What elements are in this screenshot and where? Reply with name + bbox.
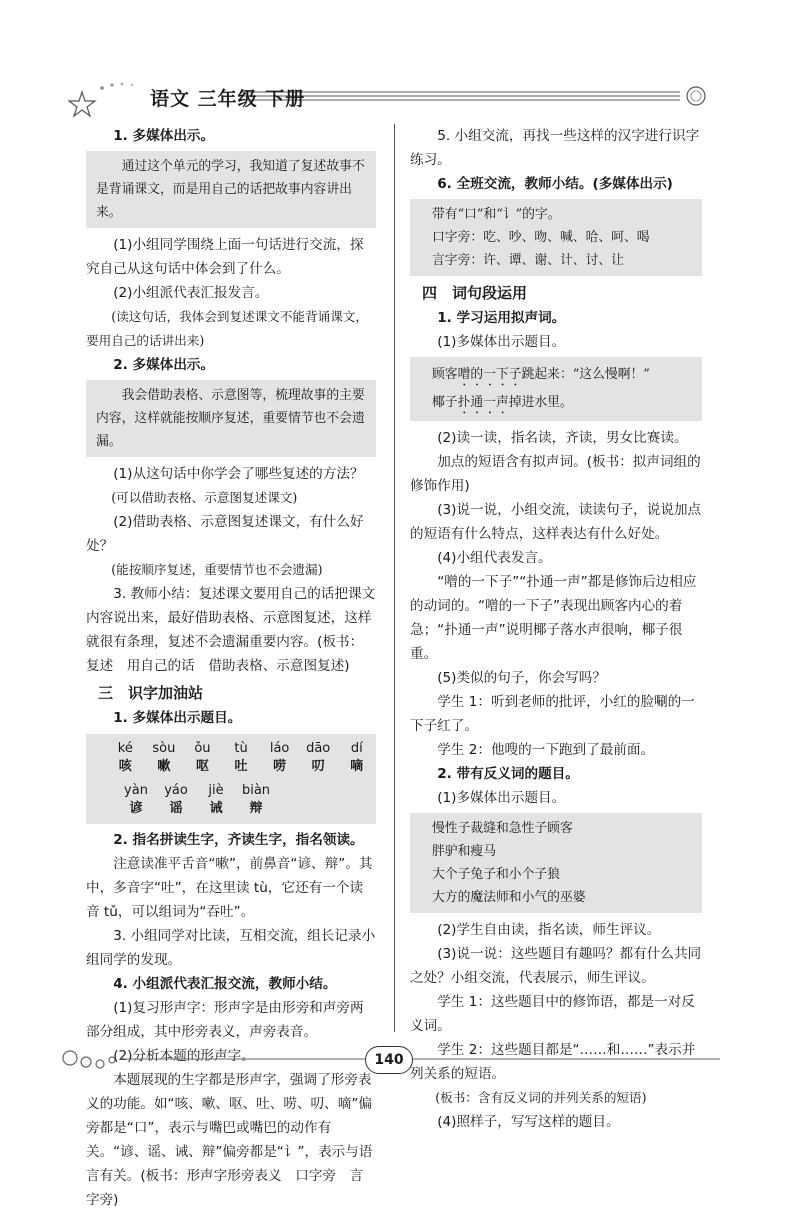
pinyin: ǒu [194,741,211,756]
step-2: 2. 指名拼读生字，齐读生字，指名领读。 [113,832,364,848]
text: (4)小组代表发言。 [437,550,552,566]
circle-ornament-icon [687,87,705,105]
text: 加点的短语含有拟声词。(板书：拟声词组的修饰作用) [410,454,701,494]
pinyin: yáo [164,783,188,798]
box-line: 椰子扑通一声掉进水里。 [432,395,573,410]
text: (3)说一说：这些题目有趣吗？都有什么共同之处？小组交流，代表展示，师生评议。 [410,946,702,986]
text: (1)多媒体出示题目。 [437,790,566,806]
text: (1)小组同学围绕上面一句话进行交流，探究自己从这句话中体会到了什么。 [86,237,364,277]
text: (1)从这句话中你学会了哪些复述的方法？ [113,466,364,482]
pinyin-cell [222,740,261,776]
pinyin-row-2 [116,782,376,818]
hanzi: 谣 [169,801,183,816]
box-line: 带有“口”和“讠”的字。 [432,207,561,222]
pinyin-cell [156,782,196,818]
step-5: 5. 小组交流，再找一些这样的汉字进行识字练习。 [410,128,700,168]
text: 注意读准平舌音“嗽”，前鼻音“谚、辩”。其中，多音字“吐”，在这里读 tù，它还有一个读音 tǔ，可以组词为“吞吐”。 [86,856,373,920]
hanzi: 咳 [118,759,132,774]
text: (2)小组派代表汇报发言。 [113,285,269,301]
pinyin-row-1 [106,740,376,776]
text: 学生 1：这些题目中的修饰语，都是一对反义词。 [410,994,695,1034]
quote-box-4 [410,357,702,421]
pinyin-cell [106,740,145,776]
step-1: 1. 学习运用拟声词。 [437,310,566,326]
pinyin: ké [117,741,133,756]
hanzi: 诫 [209,801,223,816]
box-line: 大个子兔子和小个子狼 [432,867,560,882]
text: 本题展现的生字都是形声字，强调了形旁表义的功能。如“咳、嗽、呕、吐、唠、叨、嘀”偏旁都是“口”，表示与嘴巴或嘴巴的动作有关。“谚、谣、诫、辩”偏旁都是“讠”，表示与语言有关。(板书：形声字形旁表义 口字旁 言字旁) [86,1072,373,1208]
pinyin: láo [269,741,290,756]
section-heading-3: 三 识字加油站 [98,684,204,702]
quote-box-3 [410,199,702,276]
hanzi: 嘀 [350,759,364,774]
pinyin: sòu [152,741,176,756]
page-number: 140 [365,1046,413,1074]
text: (2)分析本题的形声字。 [113,1048,255,1064]
book-title: 语文 三年级 下册 [150,88,306,110]
hanzi: 嗽 [157,759,171,774]
pinyin: jiè [208,783,224,798]
pinyin-cell [116,782,156,818]
step-2: 2. 多媒体出示。 [113,357,215,373]
page-footer [60,1040,740,1080]
text: “噌的一下子”“扑通一声”都是修饰后边相应的动词的。“噌的一下子”表现出顾客内心的着急；“扑通一声”说明椰子落水声很响，椰子很重。 [410,574,697,662]
text: (1)复习形声字：形声字是由形旁和声旁两部分组成，其中形旁表义，声旁表音。 [86,1000,364,1040]
answer-note: (能按顺序复述，重要情节也不会遗漏) [111,562,323,577]
pinyin: yàn [124,783,148,798]
pinyin-cell [183,740,222,776]
quote-box-5 [410,813,702,913]
star-icon [69,92,95,116]
pinyin-cell [145,740,184,776]
text: (2)学生自由读，指名读，师生评议。 [437,922,661,938]
hanzi: 唠 [273,759,287,774]
pinyin: dāo [306,741,331,756]
answer-note: (读这句话，我体会到复述课文不能背诵课文，要用自己的话讲出来) [86,309,368,348]
text: (2)借助表格、示意图复述课文，有什么好处？ [86,514,364,554]
step-6: 6. 全班交流，教师小结。(多媒体出示) [437,176,673,192]
text: (3)说一说，小组交流，读读句子，说说加点的短语有什么特点，这样表达有什么好处。 [410,502,702,542]
pinyin-box [86,734,376,824]
right-column [410,124,702,1134]
step-2: 2. 带有反义词的题目。 [437,766,579,782]
text: 学生 1：听到老师的批评，小红的脸唰的一下子红了。 [410,694,695,734]
hanzi: 谚 [129,801,143,816]
pinyin: dí [350,741,363,756]
box-line: 慢性子裁缝和急性子顾客 [432,821,573,836]
text: 学生 2：他嗖的一下跑到了最前面。 [437,742,655,758]
text: (1)多媒体出示题目。 [437,334,566,350]
answer-note: (板书：含有反义词的并列关系的短语) [435,1090,647,1105]
pinyin-cell [236,782,276,818]
box-line: 言字旁：许、谭、谢、计、讨、让 [432,253,624,268]
pinyin-cell [260,740,299,776]
step-3: 3. 教师小结：复述课文要用自己的话把课文内容说出来，最好借助表格、示意图复述，这样就很有条理，复述不会遗漏重要内容。(板书：复述 用自己的话 借助表格、示意图复述) [86,586,376,674]
bubble-icon [63,1051,77,1065]
text: (5)类似的句子，你会写吗？ [437,670,606,686]
pinyin-cell [299,740,338,776]
box-line: 大方的魔法师和小气的巫婆 [432,890,586,905]
step-1: 1. 多媒体出示题目。 [113,710,242,726]
section-heading-4: 四 词句段运用 [422,284,528,302]
hanzi: 吐 [234,759,248,774]
pinyin: biàn [241,783,271,798]
quote-box-2: 我会借助表格、示意图等，梳理故事的主要内容，这样就能按顺序复述，重要情节也不会遗漏。 [86,380,376,457]
page-header [60,70,740,120]
column-divider [394,124,395,1032]
hanzi: 辩 [249,801,263,816]
box-line: 口字旁：吃、吵、吻、喊、哈、呵、喝 [432,230,650,245]
hanzi: 呕 [195,759,209,774]
box-line: 顾客噌的一下子跳起来：“这么慢啊！” [432,367,650,382]
step-1: 1. 多媒体出示。 [113,128,215,144]
box-line: 胖驴和瘦马 [432,844,496,859]
text: (4)照样子，写写这样的题目。 [437,1114,620,1130]
pinyin: tù [234,741,248,756]
step-4: 4. 小组派代表汇报交流，教师小结。 [113,976,337,992]
pinyin-cell [196,782,236,818]
quote-box-1: 通过这个单元的学习，我知道了复述故事不是背诵课文，而是用自己的话把故事内容讲出来。 [86,151,376,228]
pinyin-cell [337,740,376,776]
answer-note: (可以借助表格、示意图复述课文) [111,490,298,505]
step-3: 3. 小组同学对比读，互相交流，组长记录小组同学的发现。 [86,928,376,968]
hanzi: 叨 [311,759,325,774]
text: (2)读一读，指名读，齐读，男女比赛读。 [437,430,688,446]
text: 学生 2：这些题目都是“……和……”表示并列关系的短语。 [410,1042,696,1082]
